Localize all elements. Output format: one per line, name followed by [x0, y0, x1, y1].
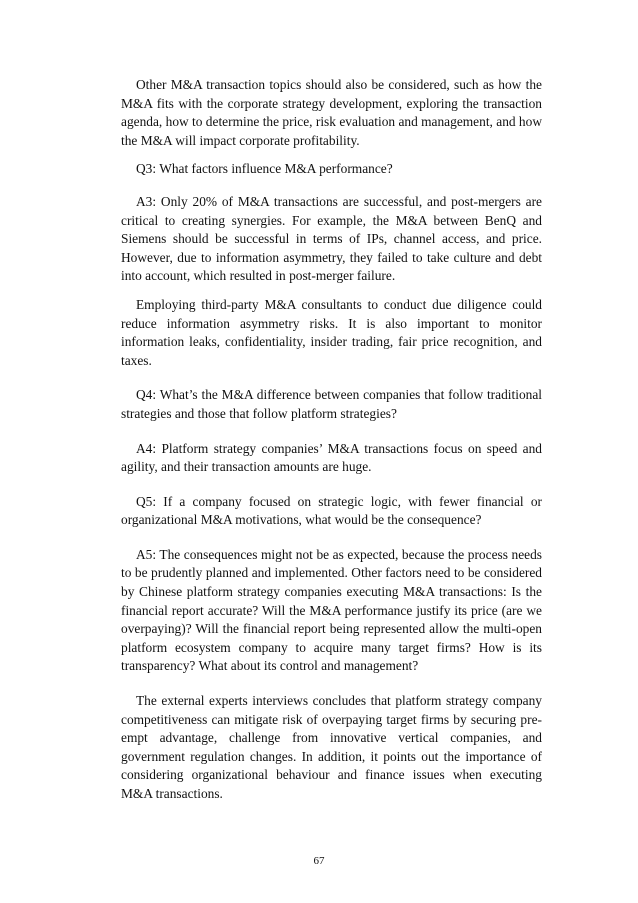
paragraph-ma-topics: Other M&A transaction topics should also be considered, such as how the M&A fits with the corporate strategy development, exploring the transaction agenda, how to determine the price, risk evaluation and management, and how the M&A will impact corporate profitability. — [121, 77, 542, 148]
question-q3: Q3: What factors influence M&A performance? — [136, 161, 393, 177]
answer-a5: A5: The consequences might not be as expected, because the process needs to be prudently planned and implemented. Other factors need to be considered by Chinese platform strategy companies executing M&A transactions: Is the financial report accurate? Will the M&A performance justify its price (are we overpaying)? Will the financial report being represented allow the multi-open platform ecosystem company to acquire many target firms? How is its transparency? What about its control and management? — [121, 546, 542, 674]
page-number: 67 — [313, 855, 325, 867]
page-body — [121, 76, 542, 820]
answer-a4: A4: Platform strategy companies’ M&A transactions focus on speed and agility, and their transaction amounts are huge. — [121, 440, 542, 475]
paragraph-third-party-consultants: Employing third-party M&A consultants to conduct due diligence could reduce information asymmetry risks. It is also important to monitor information leaks, confidentiality, insider trading, fair price recognition, and taxes. — [121, 296, 542, 368]
question-q5: Q5: If a company focused on strategic logic, with fewer financial or organizational M&A motivations, what would be the consequence? — [121, 493, 542, 528]
answer-a3: A3: Only 20% of M&A transactions are successful, and post-mergers are critical to creating synergies. For example, the M&A between BenQ and Siemens should be successful in terms of IPs, channel access, and price. However, due to information asymmetry, they failed to take culture and debt into account, which resulted in post-merger failure. — [121, 193, 542, 284]
question-q4: Q4: What’s the M&A difference between companies that follow traditional strategies and those that follow platform strategies? — [121, 387, 542, 421]
paragraph-external-experts: The external experts interviews concludes that platform strategy company competitiveness can mitigate risk of overpaying target firms by securing pre-empt advantage, challenge from innovative vertical companies, and government regulation changes. In addition, it points out the importance of considering organizational behaviour and finance issues when executing M&A transactions. — [121, 693, 542, 801]
